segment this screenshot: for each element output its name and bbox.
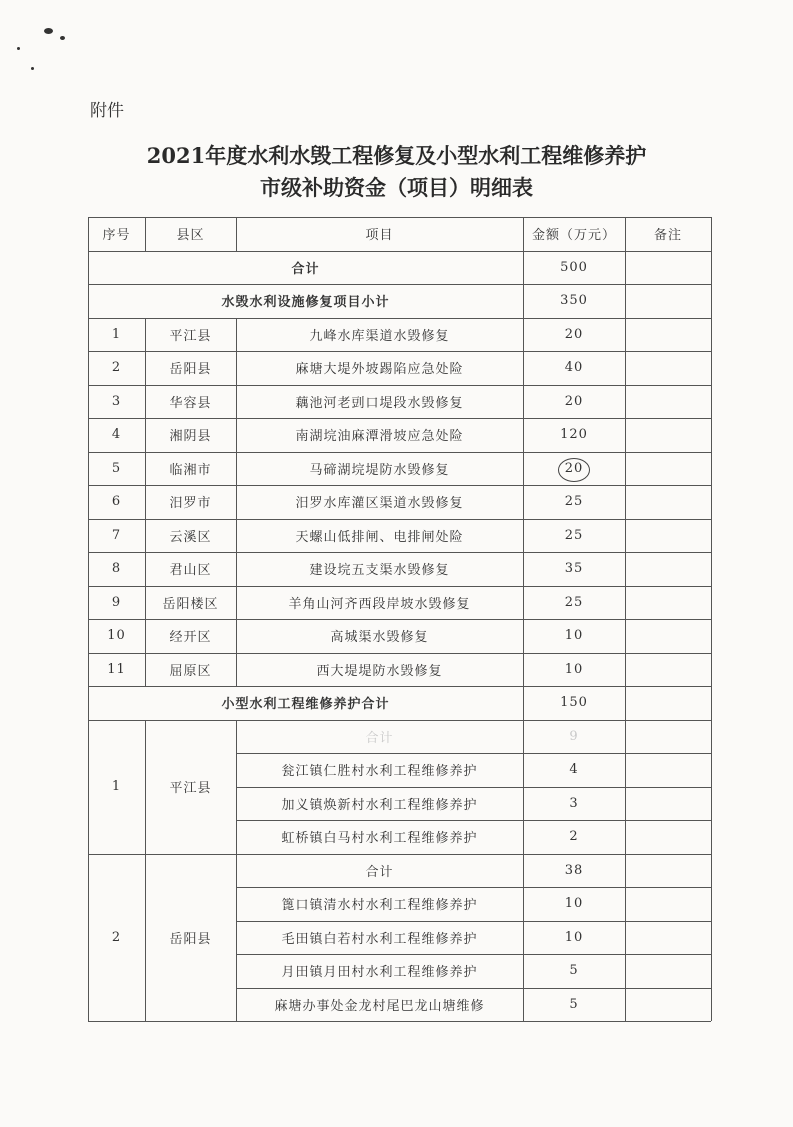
row-project: 建设垸五支渠水毁修复 xyxy=(309,563,450,579)
table-rule xyxy=(88,653,711,654)
row-amount: 25 xyxy=(564,527,584,543)
row-county: 屈原区 xyxy=(169,663,212,679)
row-project: 藕池河老剅口堤段水毁修复 xyxy=(295,395,464,411)
table-rule xyxy=(711,217,712,1021)
row-county: 君山区 xyxy=(169,563,212,579)
row-project: 天螺山低排闸、电排闸处险 xyxy=(295,529,464,545)
group-seq: 2 xyxy=(111,929,122,945)
row-seq: 1 xyxy=(111,326,122,342)
table-rule xyxy=(236,753,711,754)
group-item-project: 麻塘办事处金龙村尾巴龙山塘维修 xyxy=(274,998,485,1014)
table-rule xyxy=(145,217,146,251)
row-county: 汨罗市 xyxy=(169,496,212,512)
table-rule xyxy=(88,720,711,721)
table-rule xyxy=(88,351,711,352)
detail-table xyxy=(88,217,711,1027)
row-county: 岳阳楼区 xyxy=(162,596,219,612)
header-seq: 序号 xyxy=(102,228,131,244)
row-county: 经开区 xyxy=(169,630,212,646)
table-rule xyxy=(88,318,711,319)
row-seq: 10 xyxy=(107,628,126,644)
row-seq: 3 xyxy=(111,393,122,409)
table-rule xyxy=(88,552,711,553)
table-rule xyxy=(625,217,626,1021)
table-rule xyxy=(88,217,711,218)
group-item-amount: 5 xyxy=(569,996,579,1012)
row-seq: 5 xyxy=(111,460,122,476)
table-rule xyxy=(88,251,711,252)
row-seq: 11 xyxy=(107,661,126,677)
row-county: 华容县 xyxy=(169,395,212,411)
row-amount: 25 xyxy=(564,494,584,510)
header-amount: 金额（万元） xyxy=(531,228,616,244)
table-rule xyxy=(88,854,711,855)
table-rule xyxy=(236,720,237,1022)
row-amount: 120 xyxy=(560,427,588,443)
grand-total-label: 合计 xyxy=(291,261,320,277)
table-rule xyxy=(236,217,237,251)
row-amount: 20 xyxy=(564,393,584,409)
group-item-amount: 4 xyxy=(569,762,579,778)
scan-speck xyxy=(44,28,53,34)
row-seq: 2 xyxy=(111,360,122,376)
table-rule xyxy=(88,519,711,520)
row-seq: 7 xyxy=(111,527,122,543)
section2-subtotal-label: 小型水利工程维修养护合计 xyxy=(221,697,390,713)
handwritten-circle-mark xyxy=(558,458,590,482)
row-project: 马碲湖垸堤防水毁修复 xyxy=(309,462,450,478)
group-item-amount: 10 xyxy=(564,929,584,945)
group-subtotal-amount: 9 xyxy=(569,728,579,744)
row-amount: 10 xyxy=(564,628,584,644)
row-county: 岳阳县 xyxy=(169,362,212,378)
table-rule xyxy=(88,686,711,687)
row-amount: 20 xyxy=(564,326,584,342)
table-rule xyxy=(88,452,711,453)
row-county: 平江县 xyxy=(169,328,212,344)
group-item-project: 毛田镇白若村水利工程维修养护 xyxy=(281,931,478,947)
grand-total-amount: 500 xyxy=(560,259,588,275)
row-amount: 25 xyxy=(564,594,584,610)
document-title-line1: 2021年度水利水毁工程修复及小型水利工程维修养护 xyxy=(146,143,647,168)
row-amount: 35 xyxy=(564,561,584,577)
row-seq: 6 xyxy=(111,494,122,510)
section1-subtotal-label: 水毁水利设施修复项目小计 xyxy=(221,295,390,311)
table-rule xyxy=(88,485,711,486)
row-county: 湘阴县 xyxy=(169,429,212,445)
group-item-amount: 10 xyxy=(564,896,584,912)
header-project: 项目 xyxy=(365,228,394,244)
row-amount: 40 xyxy=(564,360,584,376)
row-project: 高城渠水毁修复 xyxy=(330,630,429,646)
row-amount: 20 xyxy=(564,460,584,476)
table-rule xyxy=(88,418,711,419)
row-project: 九峰水库渠道水毁修复 xyxy=(309,328,450,344)
row-project: 羊角山河齐西段岸坡水毁修复 xyxy=(288,596,471,612)
row-project: 汨罗水库灌区渠道水毁修复 xyxy=(295,496,464,512)
group-item-project: 瓮江镇仁胜村水利工程维修养护 xyxy=(281,764,478,780)
group-item-project: 加义镇焕新村水利工程维修养护 xyxy=(281,797,478,813)
table-rule xyxy=(236,820,711,821)
group-item-project: 月田镇月田村水利工程维修养护 xyxy=(281,965,478,981)
row-project: 西大堤堤防水毁修复 xyxy=(316,663,443,679)
group-seq: 1 xyxy=(111,779,122,794)
table-rule xyxy=(236,887,711,888)
section2-subtotal-amount: 150 xyxy=(560,695,588,711)
header-county: 县区 xyxy=(176,228,205,244)
row-seq: 4 xyxy=(111,427,122,443)
group-county: 平江县 xyxy=(169,781,212,796)
group-item-project: 虹桥镇白马村水利工程维修养护 xyxy=(281,831,478,847)
table-rule xyxy=(236,787,711,788)
table-rule xyxy=(88,284,711,285)
row-amount: 10 xyxy=(564,661,584,677)
row-project: 麻塘大堤外坡踢陷应急处险 xyxy=(295,362,464,378)
table-rule xyxy=(88,385,711,386)
group-item-amount: 3 xyxy=(569,795,579,811)
scan-speck xyxy=(17,47,20,50)
group-county: 岳阳县 xyxy=(169,931,212,947)
group-item-amount: 5 xyxy=(569,963,579,979)
table-rule xyxy=(88,1021,711,1022)
row-seq: 8 xyxy=(111,561,122,577)
table-rule xyxy=(88,217,89,1021)
table-rule xyxy=(236,988,711,989)
row-seq: 9 xyxy=(111,594,122,610)
scan-speck xyxy=(31,67,34,70)
table-rule xyxy=(88,619,711,620)
table-rule xyxy=(236,921,711,922)
row-project: 南湖垸油麻潭滑坡应急处险 xyxy=(295,429,464,445)
document-title-line2: 市级补助资金（项目）明细表 xyxy=(260,175,533,200)
row-county: 临湘市 xyxy=(169,462,212,478)
table-rule xyxy=(88,586,711,587)
group-item-amount: 2 xyxy=(569,829,579,845)
table-rule xyxy=(236,954,711,955)
header-remark: 备注 xyxy=(653,228,682,244)
group-subtotal-amount: 38 xyxy=(564,862,584,878)
table-rule xyxy=(523,217,524,1021)
group-subtotal-label: 合计 xyxy=(365,864,394,880)
group-subtotal-label: 合计 xyxy=(365,730,394,746)
table-rule xyxy=(236,318,237,687)
table-rule xyxy=(145,318,146,687)
table-rule xyxy=(145,720,146,1022)
group-item-project: 篦口镇清水村水利工程维修养护 xyxy=(281,898,478,914)
section1-subtotal-amount: 350 xyxy=(560,293,588,309)
scan-speck xyxy=(60,36,65,40)
attachment-label: 附件 xyxy=(90,101,124,121)
row-county: 云溪区 xyxy=(169,529,212,545)
